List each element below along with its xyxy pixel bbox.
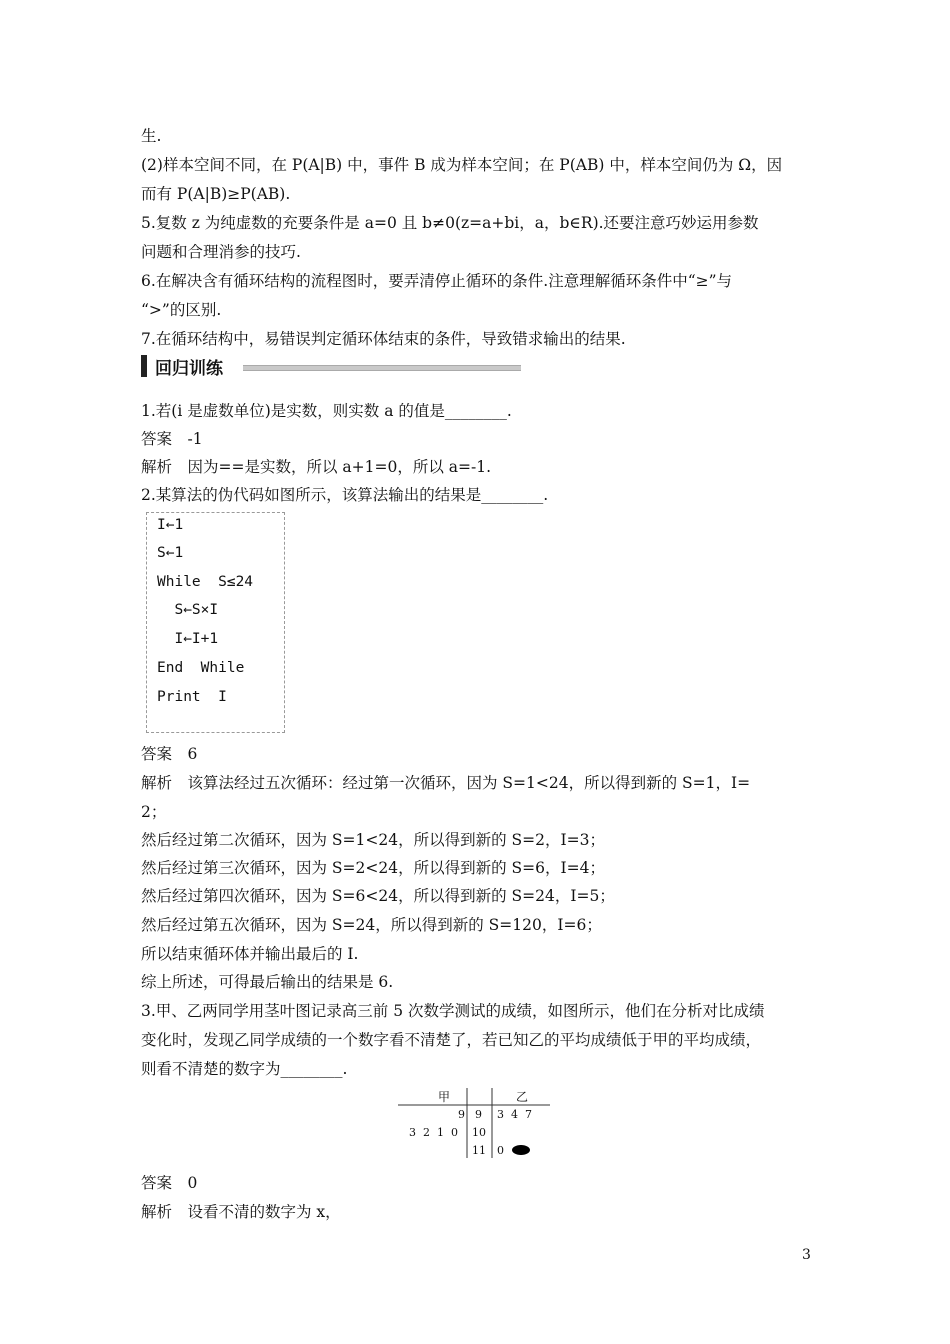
analysis-2: 然后经过第二次循环，因为 S=1<24，所以得到新的 S=2，I=3；	[141, 831, 605, 849]
analysis-1: 解析 因为==是实数，所以 a+1=0，所以 a=-1.	[141, 458, 492, 476]
text-line: 6.在解决含有循环结构的流程图时，要弄清停止循环的条件.注意理解循环条件中“≥”与	[141, 272, 733, 290]
text-line: 7.在循环结构中，易错误判定循环体结束的条件，导致错求输出的结果.	[141, 330, 626, 348]
question-2: 2.某算法的伪代码如图所示，该算法输出的结果是________.	[141, 486, 549, 504]
pseudocode-box	[146, 512, 285, 733]
analysis-2: 然后经过第五次循环，因为 S=24，所以得到新的 S=120，I=6；	[141, 916, 602, 934]
code-line: While S≤24	[157, 574, 254, 590]
stem-value: 9	[475, 1108, 482, 1121]
code-line: S←1	[157, 545, 184, 561]
right-leaves: 3 4 7	[497, 1108, 532, 1121]
analysis-2: 然后经过第三次循环，因为 S=2<24，所以得到新的 S=6，I=4；	[141, 859, 605, 877]
answer-1: 答案 -1	[141, 430, 203, 448]
answer-2: 答案 6	[141, 745, 198, 763]
page-number: 3	[802, 1247, 811, 1263]
stem-value: 10	[472, 1126, 486, 1139]
text-line: (2)样本空间不同，在 P(A|B) 中，事件 B 成为样本空间；在 P(AB) 中，样本空间仍为 Ω，因	[141, 156, 783, 174]
text-line: 而有 P(A|B)≥P(AB).	[141, 185, 291, 203]
analysis-2: 2；	[141, 803, 167, 821]
question-3: 3.甲、乙两同学用茎叶图记录高三前 5 次数学测试的成绩，如图所示，他们在分析对比成绩	[141, 1002, 765, 1020]
left-leaves: 9	[458, 1108, 465, 1121]
stem-value: 11	[472, 1144, 486, 1157]
code-line: Print I	[157, 689, 227, 705]
answer-3: 答案 0	[141, 1174, 198, 1192]
smudge-blot	[512, 1145, 530, 1155]
analysis-3: 解析 设看不清的数字为 x，	[141, 1203, 341, 1221]
analysis-2: 综上所述，可得最后输出的结果是 6.	[141, 973, 394, 991]
code-line: End While	[157, 660, 245, 676]
analysis-2: 然后经过第四次循环，因为 S=6<24，所以得到新的 S=24，I=5；	[141, 887, 615, 905]
text-line: 问题和合理消参的技巧.	[141, 243, 301, 261]
question-3: 则看不清楚的数字为________.	[141, 1060, 348, 1078]
section-bar	[141, 355, 147, 377]
question-1: 1.若(i 是虚数单位)是实数，则实数 a 的值是________.	[141, 402, 512, 420]
right-leaves: 0	[497, 1144, 504, 1157]
left-leaves: 3 2 1 0	[409, 1126, 458, 1139]
question-3: 变化时，发现乙同学成绩的一个数字看不清楚了，若已知乙的平均成绩低于甲的平均成绩，	[141, 1031, 762, 1049]
code-line: I←1	[157, 517, 184, 533]
text-line: 5.复数 z 为纯虚数的充要条件是 a=0 且 b≠0(z=a+bi，a，b∈R).还要注意巧妙运用参数	[141, 214, 759, 232]
code-line: I←I+1	[157, 631, 219, 647]
text-line: “>”的区别.	[141, 301, 222, 319]
text-line: 生.	[141, 127, 162, 145]
section-rule	[243, 365, 521, 371]
analysis-2: 解析 该算法经过五次循环：经过第一次循环，因为 S=1<24，所以得到新的 S=1，I=	[141, 774, 751, 792]
code-line: S←S×I	[157, 602, 219, 618]
left-title: 甲	[438, 1090, 451, 1104]
analysis-2: 所以结束循环体并输出最后的 I.	[141, 945, 359, 963]
stem-leaf-plot	[398, 1088, 558, 1160]
section-header	[141, 353, 521, 379]
section-title: 回归训练	[155, 359, 223, 379]
right-title: 乙	[516, 1090, 529, 1104]
